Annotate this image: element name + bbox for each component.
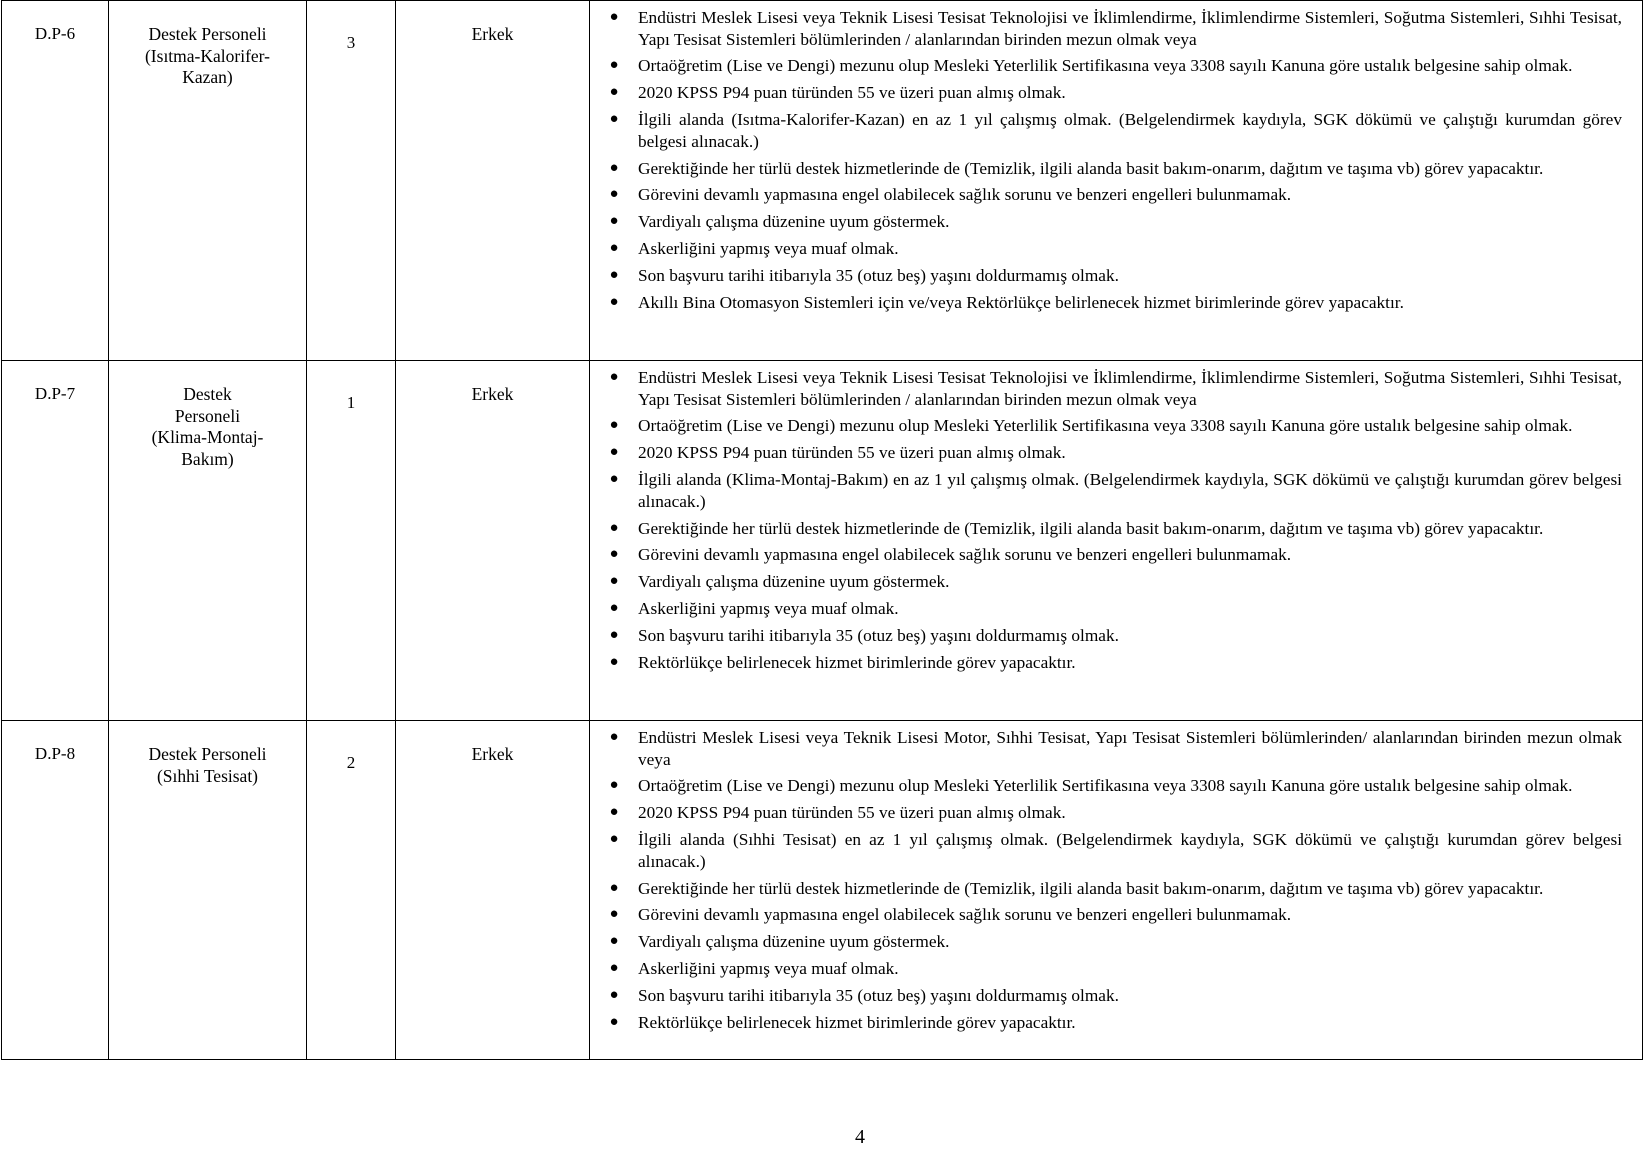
requirement-item	[590, 469, 1622, 512]
position-code: D.P-8	[2, 721, 109, 1060]
table-row	[2, 721, 1643, 1060]
requirement-item	[590, 571, 1622, 593]
bullet-icon: ●	[609, 519, 619, 536]
requirements-list	[590, 1, 1643, 361]
table-row	[2, 361, 1643, 721]
requirement-text: Gerektiğinde her türlü destek hizmetlerinde de (Temizlik, ilgili alanda basit bakım-onarım, dağıtım ve taşıma vb) görev yapacaktır.	[638, 518, 1544, 538]
requirement-item	[590, 829, 1622, 872]
requirement-item	[590, 775, 1622, 797]
requirement-item	[590, 958, 1622, 980]
requirement-text: İlgili alanda (Klima-Montaj-Bakım) en az 1 yıl çalışmış olmak. (Belgelendirmek kaydıyla, SGK dökümü ve çalıştığı kurumdan görev belgesi alınacak.)	[638, 470, 1622, 511]
requirement-text: Askerliğini yapmış veya muaf olmak.	[638, 239, 899, 259]
bullet-icon: ●	[609, 879, 619, 896]
requirements-list	[590, 721, 1643, 1060]
bullet-icon: ●	[609, 960, 619, 977]
requirement-item	[590, 109, 1622, 152]
requirement-text: Son başvuru tarihi itibarıyla 35 (otuz beş) yaşını doldurmamış olmak.	[638, 986, 1119, 1006]
position-title-text: Destek Personeli (Sıhhi Tesisat)	[148, 744, 267, 786]
bullet-icon: ●	[609, 267, 619, 284]
bullet-icon: ●	[609, 627, 619, 644]
requirement-text: Görevini devamlı yapmasına engel olabilecek sağlık sorunu ve benzeri engelleri bulunmamak.	[638, 545, 1292, 565]
requirement-text: Gerektiğinde her türlü destek hizmetlerinde de (Temizlik, ilgili alanda basit bakım-onarım, dağıtım ve taşıma vb) görev yapacaktır.	[638, 878, 1544, 898]
requirement-text: Gerektiğinde her türlü destek hizmetlerinde de (Temizlik, ilgili alanda basit bakım-onarım, dağıtım ve taşıma vb) görev yapacaktır.	[638, 158, 1544, 178]
requirement-item	[590, 652, 1622, 674]
requirement-text: Askerliğini yapmış veya muaf olmak.	[638, 599, 899, 619]
requirement-text: İlgili alanda (Sıhhi Tesisat) en az 1 yıl çalışmış olmak. (Belgelendirmek kaydıyla, SGK dökümü ve çalıştığı kurumdan görev belgesi alınacak.)	[638, 830, 1622, 871]
bullet-icon: ●	[609, 546, 619, 563]
position-code: D.P-6	[2, 1, 109, 361]
bullet-icon: ●	[609, 471, 619, 488]
requirement-text: Görevini devamlı yapmasına engel olabilecek sağlık sorunu ve benzeri engelleri bulunmamak.	[638, 905, 1292, 925]
bullet-icon: ●	[609, 831, 619, 848]
position-title	[109, 1, 307, 361]
requirement-item	[590, 82, 1622, 104]
bullet-icon: ●	[609, 159, 619, 176]
position-code: D.P-7	[2, 361, 109, 721]
requirement-item	[590, 367, 1622, 410]
requirement-text: Vardiyalı çalışma düzenine uyum göstermek.	[638, 572, 950, 592]
requirement-item	[590, 598, 1622, 620]
position-title-text: Destek Personeli (Isıtma-Kalorifer-Kazan)	[144, 24, 270, 87]
bullet-icon: ●	[609, 1014, 619, 1031]
requirement-item	[590, 7, 1622, 50]
requirement-text: Akıllı Bina Otomasyon Sistemleri için ve/veya Rektörlükçe belirlenecek hizmet birimlerinde görev yapacaktır.	[638, 293, 1404, 313]
requirement-item	[590, 518, 1622, 540]
bullet-icon: ●	[609, 777, 619, 794]
bullet-icon: ●	[609, 654, 619, 671]
requirement-item	[590, 211, 1622, 233]
bullet-icon: ●	[609, 729, 619, 745]
requirement-text: Endüstri Meslek Lisesi veya Teknik Lisesi Tesisat Teknolojisi ve İklimlendirme, İklimlendirme Sistemleri, Soğutma Sistemleri, Sıhhi Tesisat, Yapı Tesisat Sistemleri bölümlerinden / alanlarından birinden mezun olmak veya	[638, 368, 1622, 409]
bullet-icon: ●	[609, 933, 619, 950]
requirement-text: Vardiyalı çalışma düzenine uyum göstermek.	[638, 212, 950, 232]
requirement-item	[590, 158, 1622, 180]
requirement-text: Ortaöğretim (Lise ve Dengi) mezunu olup Mesleki Yeterlilik Sertifikasına veya 3308 sayılı Kanuna göre ustalık belgesine sahip olmak.	[638, 776, 1573, 796]
position-gender: Erkek	[396, 1, 590, 361]
bullet-icon: ●	[609, 111, 619, 128]
bullet-icon: ●	[609, 84, 619, 101]
position-title	[109, 721, 307, 1060]
bullet-icon: ●	[609, 240, 619, 257]
requirement-item	[590, 931, 1622, 953]
requirement-item	[590, 544, 1622, 566]
requirement-text: Son başvuru tarihi itibarıyla 35 (otuz beş) yaşını doldurmamış olmak.	[638, 626, 1119, 646]
requirement-text: Son başvuru tarihi itibarıyla 35 (otuz beş) yaşını doldurmamış olmak.	[638, 266, 1119, 286]
bullet-icon: ●	[609, 417, 619, 434]
position-gender: Erkek	[396, 361, 590, 721]
requirement-item	[590, 1012, 1622, 1034]
requirement-item	[590, 184, 1622, 206]
requirement-text: Vardiyalı çalışma düzenine uyum göstermek.	[638, 932, 950, 952]
bullet-icon: ●	[609, 9, 619, 25]
position-gender: Erkek	[396, 721, 590, 1060]
table-row	[2, 1, 1643, 361]
bullet-icon: ●	[609, 987, 619, 1004]
requirement-text: Endüstri Meslek Lisesi veya Teknik Lisesi Motor, Sıhhi Tesisat, Yapı Tesisat Sistemleri bölümlerinden/ alanlarından birinden mezun olmak veya	[638, 728, 1622, 769]
requirement-text: Ortaöğretim (Lise ve Dengi) mezunu olup Mesleki Yeterlilik Sertifikasına veya 3308 sayılı Kanuna göre ustalık belgesine sahip olmak.	[638, 416, 1573, 436]
requirement-item	[590, 265, 1622, 287]
bullet-icon: ●	[609, 57, 619, 74]
page-number: 4	[855, 1126, 865, 1148]
requirement-text: İlgili alanda (Isıtma-Kalorifer-Kazan) en az 1 yıl çalışmış olmak. (Belgelendirmek kaydıyla, SGK dökümü ve çalıştığı kurumdan görev belgesi alınacak.)	[638, 110, 1622, 151]
requirement-item	[590, 878, 1622, 900]
requirement-text: 2020 KPSS P94 puan türünden 55 ve üzeri puan almış olmak.	[638, 83, 1066, 103]
bullet-icon: ●	[609, 294, 619, 311]
position-count: 2	[307, 721, 396, 1060]
requirement-text: Askerliğini yapmış veya muaf olmak.	[638, 959, 899, 979]
position-requirements-table	[1, 0, 1643, 1060]
requirement-text: Ortaöğretim (Lise ve Dengi) mezunu olup Mesleki Yeterlilik Sertifikasına veya 3308 sayılı Kanuna göre ustalık belgesine sahip olmak.	[638, 56, 1573, 76]
requirement-text: 2020 KPSS P94 puan türünden 55 ve üzeri puan almış olmak.	[638, 443, 1066, 463]
requirement-item	[590, 802, 1622, 824]
requirement-item	[590, 442, 1622, 464]
bullet-icon: ●	[609, 444, 619, 461]
requirement-item	[590, 238, 1622, 260]
requirement-text: Endüstri Meslek Lisesi veya Teknik Lisesi Tesisat Teknolojisi ve İklimlendirme, İklimlendirme Sistemleri, Soğutma Sistemleri, Sıhhi Tesisat, Yapı Tesisat Sistemleri bölümlerinden / alanlarından birinden mezun olmak veya	[638, 8, 1622, 49]
bullet-icon: ●	[609, 213, 619, 230]
bullet-icon: ●	[609, 906, 619, 923]
requirements-list	[590, 361, 1643, 721]
bullet-icon: ●	[609, 600, 619, 617]
position-title-text: Destek Personeli (Klima-Montaj-Bakım)	[151, 384, 264, 469]
requirement-item	[590, 415, 1622, 437]
requirement-item	[590, 55, 1622, 77]
requirement-item	[590, 292, 1622, 314]
position-count: 1	[307, 361, 396, 721]
requirement-item	[590, 727, 1622, 770]
requirement-item	[590, 625, 1622, 647]
requirement-text: Görevini devamlı yapmasına engel olabilecek sağlık sorunu ve benzeri engelleri bulunmamak.	[638, 185, 1292, 205]
bullet-icon: ●	[609, 186, 619, 203]
position-count: 3	[307, 1, 396, 361]
bullet-icon: ●	[609, 804, 619, 821]
requirement-item	[590, 985, 1622, 1007]
bullet-icon: ●	[609, 573, 619, 590]
requirement-text: Rektörlükçe belirlenecek hizmet birimlerinde görev yapacaktır.	[638, 1013, 1076, 1033]
bullet-icon: ●	[609, 369, 619, 385]
position-title	[109, 361, 307, 721]
requirement-text: 2020 KPSS P94 puan türünden 55 ve üzeri puan almış olmak.	[638, 803, 1066, 823]
requirement-text: Rektörlükçe belirlenecek hizmet birimlerinde görev yapacaktır.	[638, 653, 1076, 673]
requirement-item	[590, 904, 1622, 926]
